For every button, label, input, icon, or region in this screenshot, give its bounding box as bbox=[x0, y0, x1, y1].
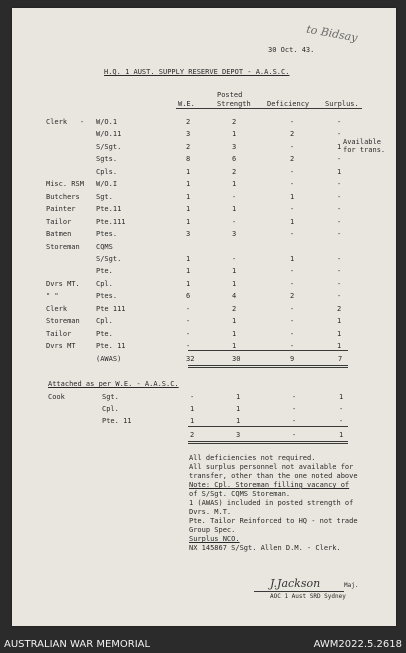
row-rank: Pte.111 bbox=[96, 218, 126, 226]
row-rank: Cpl. bbox=[96, 317, 113, 325]
note-line: All deficiencies not required. bbox=[189, 454, 316, 462]
row-posted: 6 bbox=[232, 155, 237, 163]
row-deficiency: 1 bbox=[290, 255, 295, 263]
row-deficiency: - bbox=[290, 118, 295, 126]
row-category: Painter bbox=[46, 205, 76, 213]
note-line: Surplus NCO. bbox=[189, 535, 240, 543]
attached-row-deficiency: - bbox=[292, 405, 297, 413]
totals-rule-top bbox=[188, 350, 348, 351]
attached-total-surplus: 1 bbox=[339, 431, 344, 439]
row-posted: 1 bbox=[232, 205, 237, 213]
document-title: H.Q. 1 AUST. SUPPLY RESERVE DEPOT - A.A.S.C. bbox=[104, 68, 290, 76]
note-line: NX 145867 S/Sgt. Allen D.M. - Clerk. bbox=[189, 544, 341, 552]
attached-row-posted: 1 bbox=[236, 405, 241, 413]
row-category: Tailor bbox=[46, 330, 72, 338]
row-we: 1 bbox=[186, 280, 191, 288]
row-deficiency: - bbox=[290, 267, 295, 275]
attached-row-we: - bbox=[190, 393, 195, 401]
attached-row-surplus: - bbox=[339, 405, 344, 413]
row-rank: Sgts. bbox=[96, 155, 118, 163]
total-deficiency: 9 bbox=[290, 355, 295, 363]
note-line: All surplus personnel not available for bbox=[189, 463, 354, 471]
row-posted: 1 bbox=[232, 330, 237, 338]
attached-row-rank: Sgt. bbox=[102, 393, 119, 401]
row-rank: CQMS bbox=[96, 243, 113, 251]
row-rank: S/Sgt. bbox=[96, 255, 122, 263]
total-surplus: 7 bbox=[338, 355, 343, 363]
signature: J.Jackson bbox=[270, 577, 321, 590]
row-category: Dvrs MT. bbox=[46, 280, 80, 288]
row-category: " " bbox=[46, 292, 59, 300]
row-deficiency: - bbox=[290, 342, 295, 350]
note-line: 1 (AWAS) included in posted strength of bbox=[189, 499, 354, 507]
header-deficiency: Deficiency bbox=[267, 100, 310, 108]
row-deficiency: - bbox=[290, 205, 295, 213]
row-posted: 1 bbox=[232, 267, 237, 275]
row-deficiency: 2 bbox=[290, 130, 295, 138]
row-rank: (AWAS) bbox=[96, 355, 122, 363]
row-category: Butchers bbox=[46, 193, 80, 201]
row-we: 1 bbox=[186, 168, 191, 176]
row-category: Batmen bbox=[46, 230, 72, 238]
row-deficiency: - bbox=[290, 305, 295, 313]
row-deficiency: - bbox=[290, 230, 295, 238]
row-surplus: 1 bbox=[337, 168, 342, 176]
row-surplus: - bbox=[337, 267, 342, 275]
row-surplus: 1 bbox=[337, 330, 342, 338]
attached-total-posted: 3 bbox=[236, 431, 241, 439]
row-we: - bbox=[186, 342, 191, 350]
row-posted: - bbox=[232, 218, 237, 226]
row-rank: Pte 111 bbox=[96, 305, 126, 313]
row-surplus: - bbox=[337, 205, 342, 213]
attached-row-we: 1 bbox=[190, 417, 195, 425]
attached-row-category: Cook bbox=[48, 393, 65, 401]
note-line: Group Spec. bbox=[189, 526, 236, 534]
row-posted: 1 bbox=[232, 280, 237, 288]
row-posted: 2 bbox=[232, 168, 237, 176]
row-surplus: - bbox=[337, 292, 342, 300]
attached-rule-bottom bbox=[188, 441, 348, 444]
row-surplus: - bbox=[337, 118, 342, 126]
header-surplus: Surplus. bbox=[325, 100, 359, 108]
row-we: 1 bbox=[186, 205, 191, 213]
attached-row-surplus: - bbox=[339, 417, 344, 425]
row-rank: Pte. 11 bbox=[96, 342, 126, 350]
row-posted: 3 bbox=[232, 143, 237, 151]
header-we: W.E. bbox=[178, 100, 195, 108]
row-posted: - bbox=[232, 193, 237, 201]
attached-row-we: 1 bbox=[190, 405, 195, 413]
row-rank: Cpls. bbox=[96, 168, 118, 176]
row-posted: 4 bbox=[232, 292, 237, 300]
available-note-line-2: for trans. bbox=[343, 146, 386, 154]
footer-reference: AWM2022.5.2618 bbox=[313, 639, 402, 650]
row-rank: Pte. bbox=[96, 330, 113, 338]
row-surplus: - bbox=[337, 193, 342, 201]
note-line: Note: Cpl. Storeman filling vacancy of bbox=[189, 481, 350, 489]
note-line: Dvrs. M.T. bbox=[189, 508, 232, 516]
row-surplus: 2 bbox=[337, 305, 342, 313]
row-surplus: 1 bbox=[337, 143, 342, 151]
row-posted: 2 bbox=[232, 118, 237, 126]
archive-footer bbox=[0, 631, 406, 653]
attached-total-deficiency: - bbox=[292, 431, 297, 439]
note-line: of S/Sgt. CQMS Storeman. bbox=[189, 490, 291, 498]
row-deficiency: 1 bbox=[290, 193, 295, 201]
totals-rule-bottom bbox=[188, 365, 348, 368]
row-posted: 2 bbox=[232, 305, 237, 313]
note-line: Pte. Tailor Reinforced to HQ - not trade bbox=[189, 517, 358, 525]
row-deficiency: - bbox=[290, 280, 295, 288]
row-we: 1 bbox=[186, 218, 191, 226]
row-surplus: - bbox=[337, 180, 342, 188]
row-we: - bbox=[186, 305, 191, 313]
attached-rule-top bbox=[188, 426, 348, 427]
row-rank: Ptes. bbox=[96, 292, 118, 300]
row-we: 3 bbox=[186, 230, 191, 238]
row-we: 1 bbox=[186, 267, 191, 275]
row-we: 6 bbox=[186, 292, 191, 300]
row-deficiency: - bbox=[290, 317, 295, 325]
attached-total-we: 2 bbox=[190, 431, 195, 439]
row-we: 3 bbox=[186, 130, 191, 138]
row-rank: Cpl. bbox=[96, 280, 113, 288]
attached-heading: Attached as per W.E. - A.A.S.C. bbox=[48, 380, 179, 388]
row-we: 1 bbox=[186, 193, 191, 201]
row-dash: - bbox=[80, 118, 85, 126]
row-posted: 1 bbox=[232, 180, 237, 188]
row-we: 1 bbox=[186, 255, 191, 263]
row-posted: 1 bbox=[232, 130, 237, 138]
row-posted: 3 bbox=[232, 230, 237, 238]
row-deficiency: - bbox=[290, 330, 295, 338]
header-underline bbox=[176, 108, 362, 109]
row-surplus: - bbox=[337, 155, 342, 163]
row-we: - bbox=[186, 317, 191, 325]
row-we: 8 bbox=[186, 155, 191, 163]
signature-caption: AOC 1 Aust SRD Sydney bbox=[270, 593, 346, 600]
total-we: 32 bbox=[186, 355, 195, 363]
attached-row-posted: 1 bbox=[236, 417, 241, 425]
row-rank: W/O.I bbox=[96, 180, 118, 188]
footer-institution: AUSTRALIAN WAR MEMORIAL bbox=[4, 639, 151, 650]
row-deficiency: 1 bbox=[290, 218, 295, 226]
attached-row-posted: 1 bbox=[236, 393, 241, 401]
total-posted: 30 bbox=[232, 355, 241, 363]
row-rank: Sgt. bbox=[96, 193, 113, 201]
row-deficiency: 2 bbox=[290, 155, 295, 163]
row-category: Clerk bbox=[46, 305, 68, 313]
row-category: Misc. RSM bbox=[46, 180, 84, 188]
row-category: Storeman bbox=[46, 243, 80, 251]
row-posted: 1 bbox=[232, 342, 237, 350]
row-rank: Ptes. bbox=[96, 230, 118, 238]
row-posted: - bbox=[232, 255, 237, 263]
row-rank: Pte. bbox=[96, 267, 113, 275]
row-category: Clerk bbox=[46, 118, 68, 126]
row-surplus: - bbox=[337, 255, 342, 263]
header-posted-2: Strength bbox=[217, 100, 251, 108]
row-surplus: - bbox=[337, 230, 342, 238]
document-date: 30 Oct. 43. bbox=[268, 46, 315, 54]
signature-line bbox=[254, 591, 344, 592]
row-category: Tailor bbox=[46, 218, 72, 226]
row-we: - bbox=[186, 330, 191, 338]
row-we: 2 bbox=[186, 143, 191, 151]
row-rank: Pte.11 bbox=[96, 205, 122, 213]
available-note-line-1: Available bbox=[343, 138, 381, 146]
row-surplus: - bbox=[337, 280, 342, 288]
attached-row-deficiency: - bbox=[292, 393, 297, 401]
row-surplus: - bbox=[337, 130, 342, 138]
row-rank: W/O.1 bbox=[96, 118, 118, 126]
note-line: transfer, other than the one noted above bbox=[189, 472, 358, 480]
row-category: Dvrs MT bbox=[46, 342, 76, 350]
row-surplus: 1 bbox=[337, 342, 342, 350]
row-deficiency: 2 bbox=[290, 292, 295, 300]
row-surplus: 1 bbox=[337, 317, 342, 325]
row-rank: W/O.11 bbox=[96, 130, 122, 138]
attached-row-rank: Cpl. bbox=[102, 405, 119, 413]
attached-row-deficiency: - bbox=[292, 417, 297, 425]
row-we: 1 bbox=[186, 180, 191, 188]
row-deficiency: - bbox=[290, 168, 295, 176]
row-surplus: - bbox=[337, 218, 342, 226]
handwritten-annotation: to Bidsay bbox=[305, 22, 359, 45]
header-posted-1: Posted bbox=[217, 91, 243, 99]
row-deficiency: - bbox=[290, 143, 295, 151]
row-deficiency: - bbox=[290, 180, 295, 188]
attached-row-surplus: 1 bbox=[339, 393, 344, 401]
row-posted: 1 bbox=[232, 317, 237, 325]
row-category: Storeman bbox=[46, 317, 80, 325]
row-rank: S/Sgt. bbox=[96, 143, 122, 151]
signature-suffix: Maj. bbox=[344, 582, 359, 589]
attached-row-rank: Pte. 11 bbox=[102, 417, 132, 425]
row-we: 2 bbox=[186, 118, 191, 126]
